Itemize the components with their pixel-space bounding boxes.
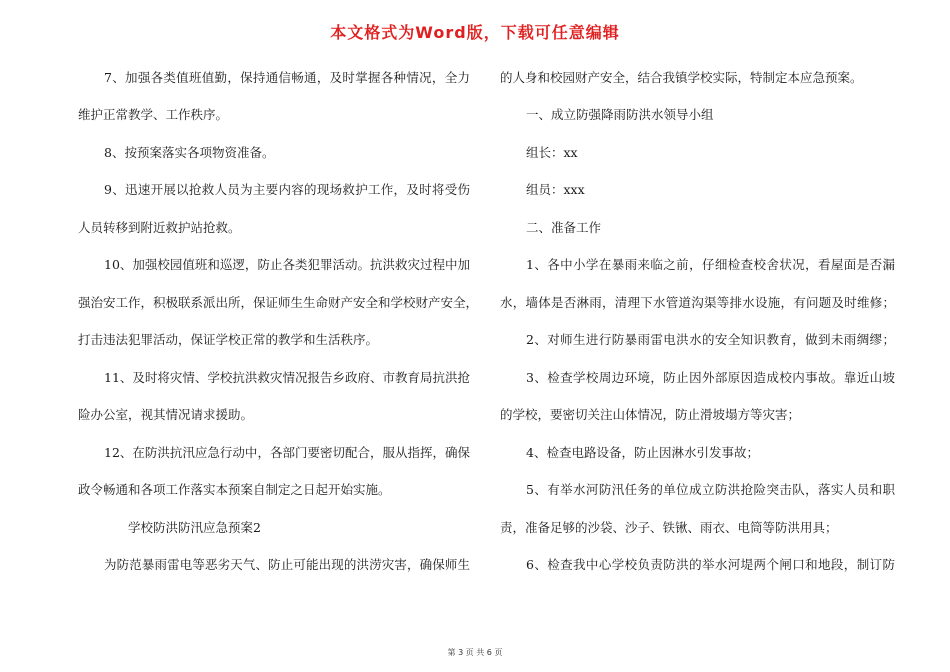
paragraph-line: 水，墙体是否淋雨，清理下水管道沟渠等排水设施，有问题及时维修； bbox=[500, 295, 895, 310]
paragraph-line: 人员转移到附近救护站抢救。 bbox=[78, 220, 241, 235]
paragraph-line: 10、加强校园值班和巡逻，防止各类犯罪活动。抗洪救灾过程中加 bbox=[104, 257, 470, 272]
paragraph-line: 4、检查电路设备，防止因淋水引发事故； bbox=[526, 445, 759, 460]
paragraph-line: 责，准备足够的沙袋、沙子、铁锹、雨衣、电筒等防洪用具； bbox=[500, 520, 838, 535]
paragraph-line: 的人身和校园财产安全，结合我镇学校实际，特制定本应急预案。 bbox=[500, 70, 863, 85]
page-number: 第 3 页 共 6 页 bbox=[447, 648, 503, 657]
paragraph-line: 1、各中小学在暴雨来临之前，仔细检查校舍状况，看屋面是否漏 bbox=[526, 257, 895, 272]
paragraph-line: 组员：xxx bbox=[526, 182, 585, 197]
paragraph-line: 12、在防洪抗汛应急行动中，各部门要密切配合，服从指挥，确保 bbox=[104, 445, 470, 460]
section-heading: 学校防洪防汛应急预案2 bbox=[128, 520, 261, 535]
paragraph-line: 的学校，要密切关注山体情况，防止滑坡塌方等灾害； bbox=[500, 407, 801, 422]
paragraph-line: 8、按预案落实各项物资准备。 bbox=[104, 145, 275, 160]
paragraph-line: 为防范暴雨雷电等恶劣天气、防止可能出现的洪涝灾害，确保师生 bbox=[104, 557, 470, 572]
section-heading: 二、准备工作 bbox=[526, 220, 602, 235]
paragraph-line: 维护正常教学、工作秩序。 bbox=[78, 107, 229, 122]
paragraph-line: 5、有举水河防汛任务的单位成立防洪抢险突击队，落实人员和职 bbox=[526, 482, 895, 497]
paragraph-line: 政令畅通和各项工作落实本预案自制定之日起开始实施。 bbox=[78, 482, 391, 497]
paragraph-line: 7、加强各类值班值勤，保持通信畅通，及时掌握各种情况，全力 bbox=[104, 70, 470, 85]
paragraph-line: 险办公室，视其情况请求援助。 bbox=[78, 407, 254, 422]
paragraph-line: 2、对师生进行防暴雨雷电洪水的安全知识教育，做到未雨绸缪； bbox=[526, 332, 895, 347]
paragraph-line: 6、检查我中心学校负责防洪的举水河堤两个闸口和地段，制订防 bbox=[526, 557, 895, 572]
paragraph-line: 9、迅速开展以抢救人员为主要内容的现场救护工作，及时将受伤 bbox=[104, 182, 470, 197]
paragraph-line: 组长：xx bbox=[526, 145, 578, 160]
paragraph-line: 3、检查学校周边环境，防止因外部原因造成校内事故。靠近山坡 bbox=[526, 370, 895, 385]
paragraph-line: 强治安工作，积极联系派出所，保证师生生命财产安全和学校财产安全， bbox=[78, 295, 479, 310]
paragraph-line: 11、及时将灾情、学校抗洪救灾情况报告乡政府、市教育局抗洪抢 bbox=[104, 370, 470, 385]
paragraph-line: 打击违法犯罪活动，保证学校正常的教学和生活秩序。 bbox=[78, 332, 379, 347]
section-heading: 一、成立防强降雨防洪水领导小组 bbox=[526, 107, 714, 122]
word-format-banner: 本文格式为Word版，下载可任意编辑 bbox=[330, 23, 620, 42]
